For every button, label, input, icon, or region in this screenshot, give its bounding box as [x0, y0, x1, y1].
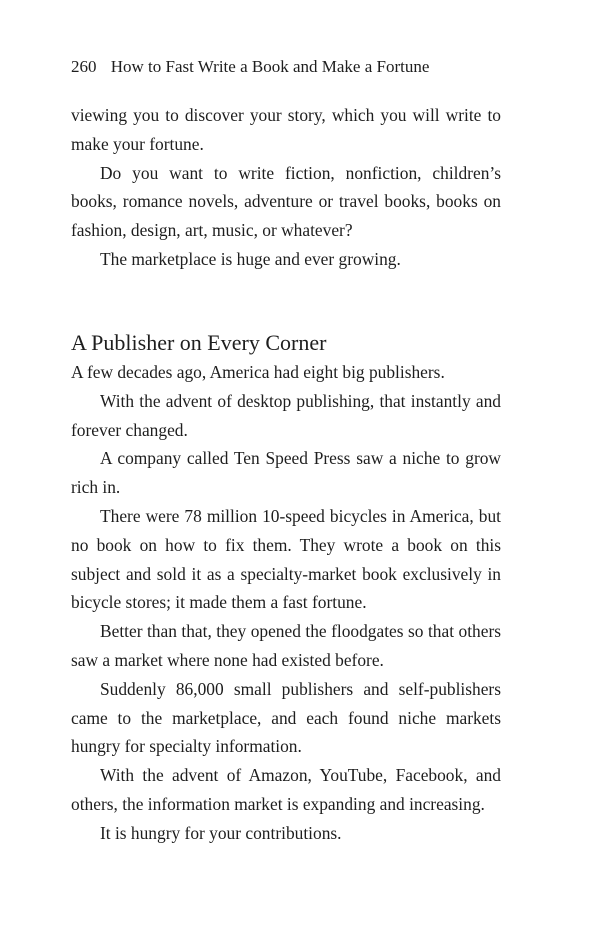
page-number: 260 — [71, 57, 97, 76]
paragraph: There were 78 million 10-speed bicycles in America, but no book on how to fix them. They wrote a book on this subject and sold it as a specialty-market book exclusively in bicycle stores; it made them a fast fortune. — [71, 505, 501, 613]
paragraph: Do you want to write fiction, nonfiction, children’s books, romance novels, adventure or travel books, books on fashion, design, art, music, or whatever? — [71, 162, 501, 241]
paragraph: viewing you to discover your story, which you will write to make your fortune. — [71, 105, 501, 154]
section-heading: A Publisher on Every Corner — [71, 330, 327, 355]
paragraph: A company called Ten Speed Press saw a niche to grow rich in. — [71, 448, 501, 498]
paragraph: The marketplace is huge and ever growing. — [100, 248, 401, 269]
book-title: How to Fast Write a Book and Make a Fortune — [110, 57, 430, 76]
paragraph: Better than that, they opened the floodgates so that others saw a market where none had existed before. — [71, 621, 501, 670]
paragraph: With the advent of desktop publishing, that instantly and forever changed. — [71, 390, 501, 440]
continued-text-block — [71, 101, 501, 274]
section-text-block — [71, 358, 501, 848]
paragraph: A few decades ago, America had eight big publishers. — [71, 362, 445, 382]
paragraph: It is hungry for your contributions. — [100, 822, 342, 843]
paragraph: Suddenly 86,000 small publishers and self-publishers came to the marketplace, and each found niche markets hungry for specialty information. — [71, 678, 501, 757]
paragraph: With the advent of Amazon, YouTube, Facebook, and others, the information market is expanding and increasing. — [71, 765, 501, 814]
running-head — [71, 56, 429, 78]
